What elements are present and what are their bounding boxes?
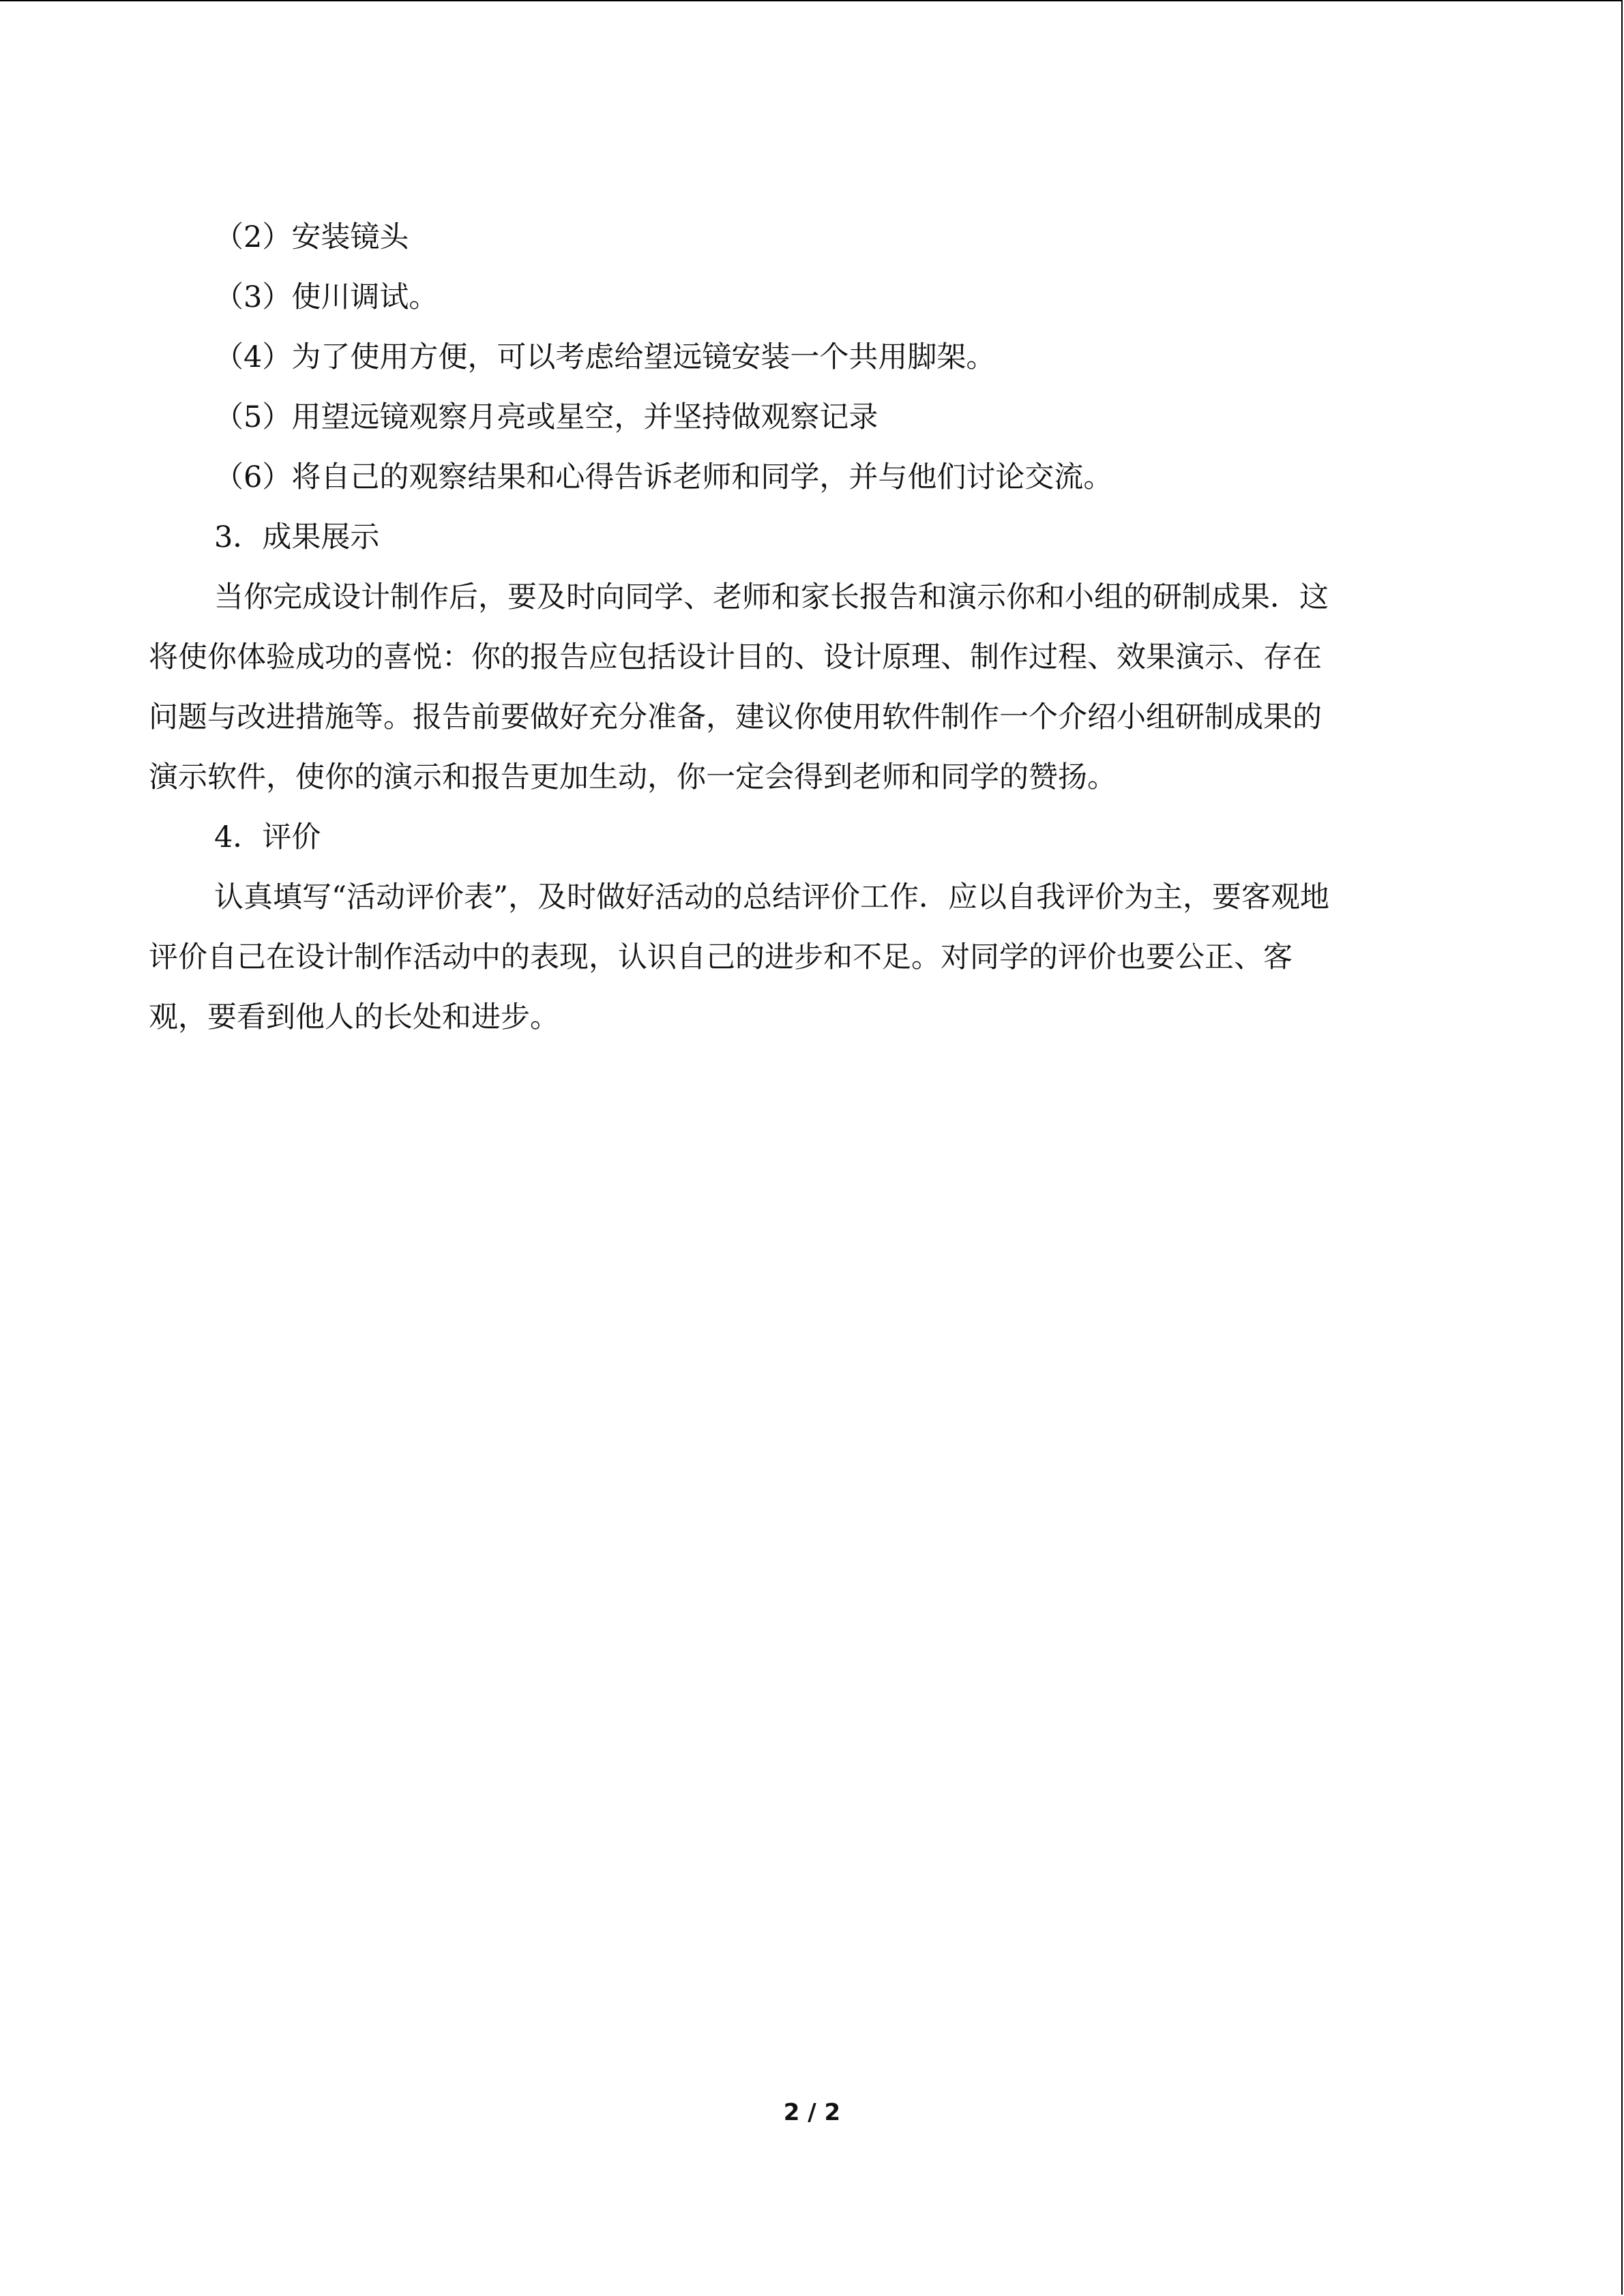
paragraph-line: 问题与改进措施等。报告前要做好充分准备，建议你使用软件制作一个介绍小组研制成果的 bbox=[149, 700, 1322, 734]
paragraph-line: 当你完成设计制作后，要及时向同学、老师和家长报告和演示你和小组的研制成果．这 bbox=[214, 580, 1329, 614]
section-heading: 4．评价 bbox=[214, 820, 321, 854]
step-item: （4）为了使用方便，可以考虑给望远镜安装一个共用脚架。 bbox=[214, 340, 996, 374]
document-body bbox=[149, 207, 1484, 1047]
paragraph-line: 认真填写“活动评价表”，及时做好活动的总结评价工作．应以自我评价为主，要客观地 bbox=[214, 880, 1329, 914]
paragraph-line: 评价自己在设计制作活动中的表现，认识自己的进步和不足。对同学的评价也要公正、客 bbox=[149, 940, 1293, 974]
step-item: （2）安装镜头 bbox=[214, 220, 409, 254]
step-item: （6）将自己的观察结果和心得告诉老师和同学，并与他们讨论交流。 bbox=[214, 460, 1113, 494]
section-heading: 3．成果展示 bbox=[214, 520, 380, 554]
page-number: 2 / 2 bbox=[783, 2099, 841, 2126]
step-item: （5）用望远镜观察月亮或星空，并坚持做观察记录 bbox=[214, 400, 879, 434]
step-item: （3）使川调试。 bbox=[214, 280, 439, 314]
paragraph-line: 观，要看到他人的长处和进步。 bbox=[149, 1000, 559, 1034]
paragraph-line: 演示软件，使你的演示和报告更加生动，你一定会得到老师和同学的赞扬。 bbox=[149, 760, 1117, 794]
paragraph-line: 将使你体验成功的喜悦：你的报告应包括设计目的、设计原理、制作过程、效果演示、存在 bbox=[149, 640, 1322, 674]
